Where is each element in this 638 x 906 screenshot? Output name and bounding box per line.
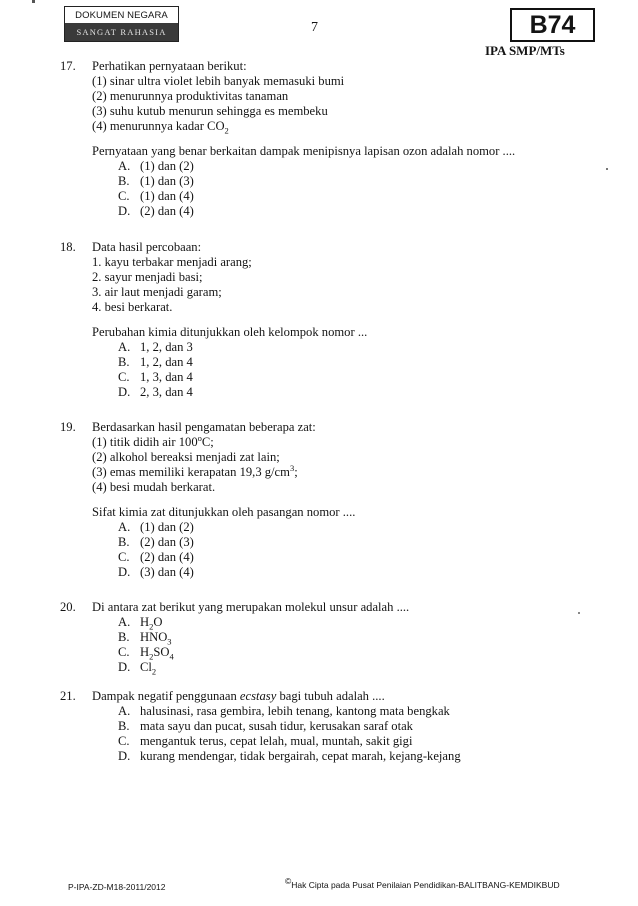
- observation-item: (1) titik didih air 100$^o$C;: [92, 432, 214, 449]
- data-item: 3. air laut menjadi garam;: [92, 285, 222, 299]
- statement-item: (4) menurunnya kadar $CO_2$: [92, 119, 229, 136]
- question-number: 19.: [60, 420, 76, 434]
- question-18: [60, 240, 620, 400]
- question-intro: Data hasil percobaan:: [92, 240, 202, 254]
- answer-option-d: D. (3) dan (4): [118, 565, 194, 579]
- answer-option-d: D. (2) dan (4): [118, 204, 194, 218]
- answer-option-c: C. $H_2SO_4$: [118, 645, 174, 662]
- answer-option-a: A. (1) dan (2): [118, 520, 194, 534]
- secret-label: SANGAT RAHASIA: [65, 23, 178, 41]
- observation-item: (2) alkohol bereaksi menjadi zat lain;: [92, 450, 280, 464]
- question-text: Pernyataan yang benar berkaitan dampak menipisnya lapisan ozon adalah nomor ....: [92, 144, 516, 158]
- question-17: [60, 59, 620, 219]
- answer-option-a: A. (1) dan (2): [118, 159, 194, 173]
- question-number: 21.: [60, 689, 76, 703]
- question-intro: Berdasarkan hasil pengamatan beberapa zat:: [92, 420, 316, 434]
- data-item: 2. sayur menjadi basi;: [92, 270, 203, 284]
- document-label: DOKUMEN NEGARA: [75, 10, 168, 21]
- answer-option-a: A. $H_2O$: [118, 615, 163, 632]
- subject-label: IPA SMP/MTs: [485, 43, 565, 58]
- question-21: [60, 689, 620, 764]
- answer-option-b: B. (1) dan (3): [118, 174, 194, 188]
- observation-item: (4) besi mudah berkarat.: [92, 480, 216, 494]
- question-text: Perubahan kimia ditunjukkan oleh kelompok nomor ...: [92, 325, 368, 339]
- answer-option-a: A. halusinasi, rasa gembira, lebih tenang, kantong mata bengkak: [118, 704, 450, 718]
- question-number: 20.: [60, 600, 76, 614]
- statement-item: (1) sinar ultra violet lebih banyak memasuki bumi: [92, 74, 345, 88]
- question-20: [60, 600, 620, 675]
- question-number: 17.: [60, 59, 76, 73]
- question-number: 18.: [60, 240, 76, 254]
- question-text: Sifat kimia zat ditunjukkan oleh pasangan nomor ....: [92, 505, 356, 519]
- question-intro: Perhatikan pernyataan berikut:: [92, 59, 247, 73]
- footer-document-code: P-IPA-ZD-M18-2011/2012: [68, 882, 166, 892]
- footer-copyright: ©Hak Cipta pada Pusat Penilaian Pendidikan-BALITBANG-KEMDIKBUD: [285, 876, 560, 890]
- document-classification-box: [64, 6, 179, 42]
- answer-option-b: B. (2) dan (3): [118, 535, 194, 549]
- page-number: 7: [311, 20, 318, 35]
- answer-option-d: D. $Cl_2$: [118, 660, 157, 677]
- answer-option-b: B. $HNO_3$: [118, 630, 172, 647]
- scan-speck: [32, 0, 35, 3]
- question-19: [60, 420, 620, 580]
- exam-code: B74: [510, 8, 595, 42]
- observation-item: (3) emas memiliki kerapatan 19,3 $g/cm^3$;: [92, 462, 298, 479]
- answer-option-c: C. (2) dan (4): [118, 550, 194, 564]
- question-text: Di antara zat berikut yang merupakan molekul unsur adalah ....: [92, 600, 410, 614]
- answer-option-c: C. 1, 3, dan 4: [118, 370, 193, 384]
- statement-item: (3) suhu kutub menurun sehingga es membeku: [92, 104, 328, 118]
- answer-option-d: D. kurang mendengar, tidak bergairah, cepat marah, kejang-kejang: [118, 749, 461, 763]
- data-item: 1. kayu terbakar menjadi arang;: [92, 255, 252, 269]
- answer-option-c: C. (1) dan (4): [118, 189, 194, 203]
- answer-option-a: A. 1, 2, dan 3: [118, 340, 193, 354]
- answer-option-b: B. 1, 2, dan 4: [118, 355, 193, 369]
- answer-option-c: C. mengantuk terus, cepat lelah, mual, muntah, sakit gigi: [118, 734, 413, 748]
- answer-option-d: D. 2, 3, dan 4: [118, 385, 193, 399]
- answer-option-b: B. mata sayu dan pucat, susah tidur, kerusakan saraf otak: [118, 719, 413, 733]
- question-text: Dampak negatif penggunaan ecstasy bagi tubuh adalah ....: [92, 689, 385, 703]
- statement-item: (2) menurunnya produktivitas tanaman: [92, 89, 289, 103]
- data-item: 4. besi berkarat.: [92, 300, 173, 314]
